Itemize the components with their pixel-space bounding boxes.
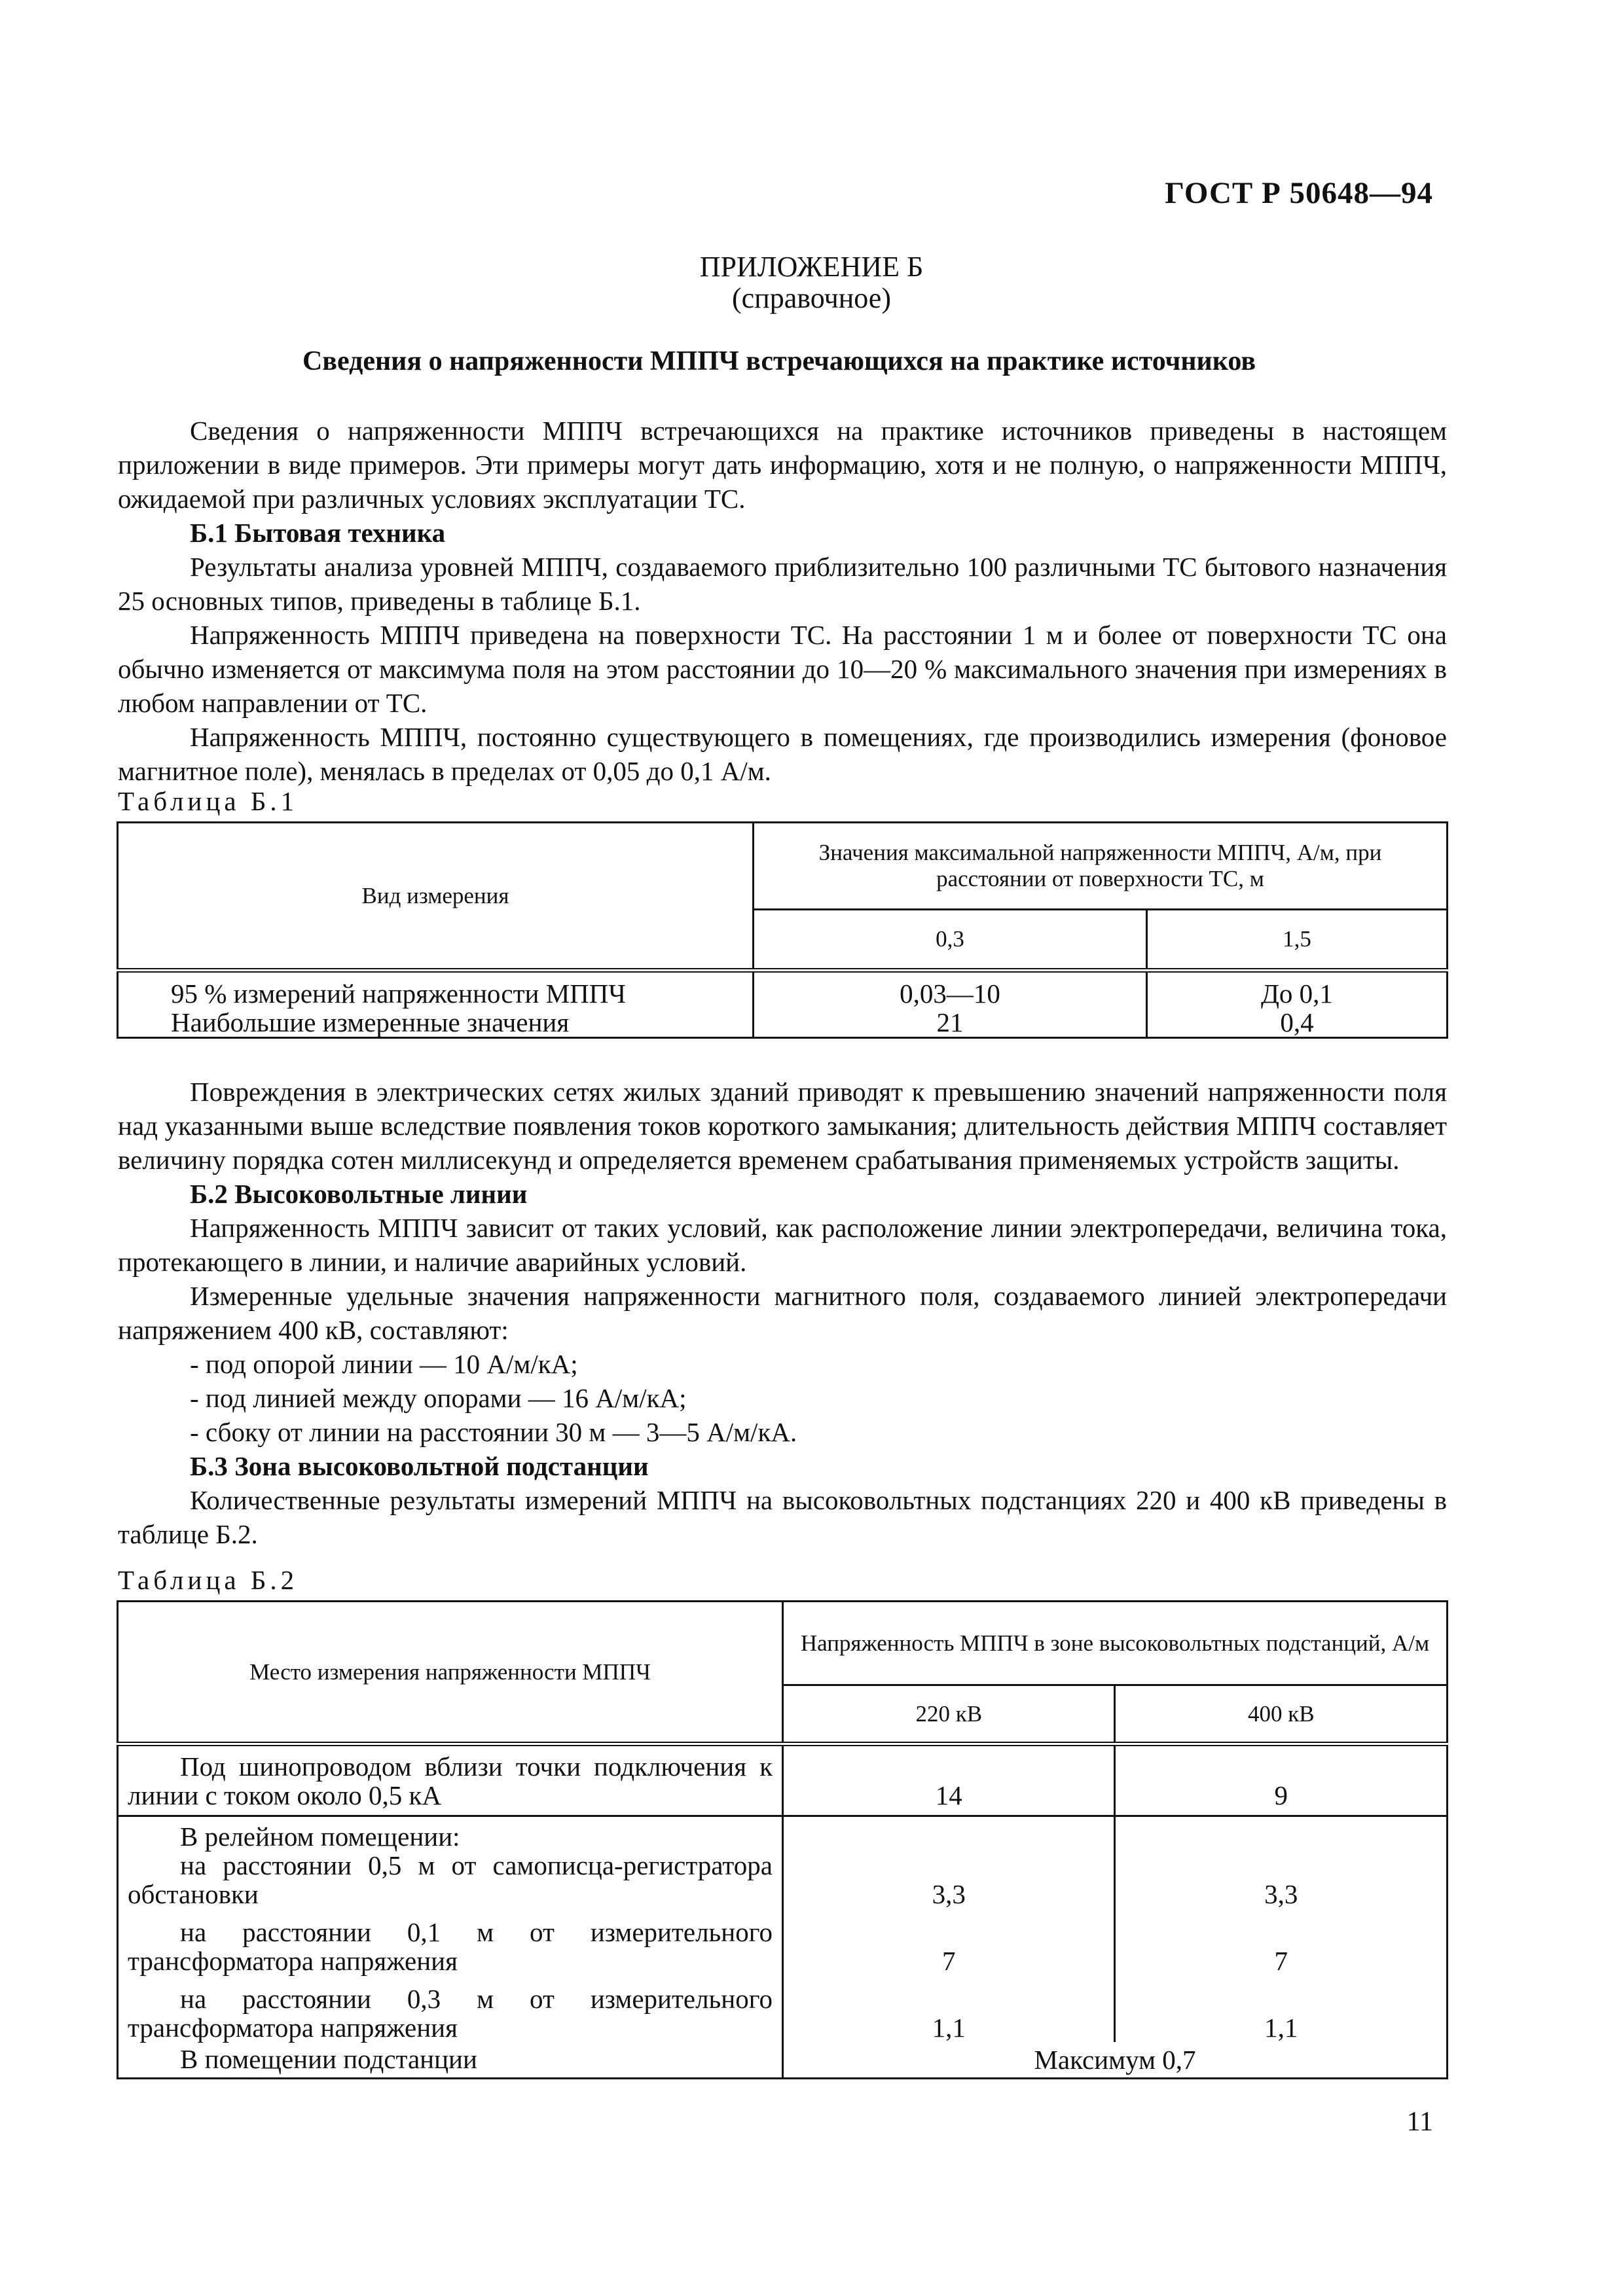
- t2-relay-row3-label: на расстоянии 0,3 м от измерительного трансформатора напряжения: [118, 1975, 783, 2042]
- t2-row1-v1: 14: [783, 1744, 1115, 1816]
- t1-col-1-5-values: [1146, 971, 1447, 1038]
- t2-relay-row1-label: на расстоянии 0,5 м от самописца-регистратора обстановки: [118, 1851, 783, 1909]
- b2-paragraph-2: Измеренные удельные значения напряженности магнитного поля, создаваемого линией электропередачи напряжением 400 кВ, составляют:: [118, 1281, 1447, 1345]
- t1-header-left: Вид измерения: [118, 823, 754, 971]
- b2-list-item-1: - под опорой линии — 10 А/м/кА;: [190, 1349, 578, 1379]
- t2-relay-row3-v1: 1,1: [783, 1975, 1115, 2042]
- b1-paragraph-3: Напряженность МППЧ, постоянно существующего в помещениях, где производились измерения (фоновое магнитное поле), менялась в пределах от 0,05 до 0,1 А/м.: [118, 722, 1447, 786]
- t2-header-left: Место измерения напряженности МППЧ: [118, 1602, 783, 1744]
- section-b1-text: [118, 414, 1447, 788]
- b2-list-item-2: - под линией между опорами — 16 А/м/кА;: [190, 1383, 687, 1413]
- t2-subheader-400: 400 кВ: [1115, 1685, 1448, 1744]
- t1-row2-v2: 0,4: [1280, 1007, 1314, 1037]
- t2-row1-label: Под шинопроводом вблизи точки подключения к линии с током около 0,5 кА: [118, 1744, 783, 1816]
- t2-subheader-220: 220 кВ: [783, 1685, 1115, 1744]
- t1-row2-v1: 21: [936, 1007, 964, 1037]
- t2-row1-v2: 9: [1115, 1744, 1448, 1816]
- b3-heading: Б.3 Зона высоковольтной подстанции: [190, 1451, 649, 1481]
- b1-heading: Б.1 Бытовая техника: [190, 518, 446, 548]
- t1-row2-label: Наибольшие измеренные значения: [171, 1007, 570, 1037]
- t1-labels: [118, 971, 754, 1038]
- appendix-title: ПРИЛОЖЕНИЕ Б: [699, 251, 924, 283]
- t2-relay-row1-v2: 3,3: [1115, 1851, 1448, 1909]
- t1-col-0-3-values: [754, 971, 1147, 1038]
- t1-row1-v2: До 0,1: [1260, 978, 1333, 1009]
- t2-relay-row1-v1: 3,3: [783, 1851, 1115, 1909]
- b1-paragraph-2: Напряженность МППЧ приведена на поверхности ТС. На расстоянии 1 м и более от поверхности ТС она обычно изменяется от максимума поля на этом расстоянии до 10—20 % максимального значения при измерениях в любом направлении от ТС.: [118, 620, 1447, 718]
- t2-last-row-value: Максимум 0,7: [783, 2042, 1448, 2079]
- section-b2-b3-text: [118, 1075, 1447, 1551]
- standard-number: ГОСТ Р 50648—94: [1165, 176, 1433, 210]
- t1-row1-label: 95 % измерений напряженности МППЧ: [171, 978, 627, 1009]
- b2-heading: Б.2 Высоковольтные линии: [190, 1179, 528, 1209]
- t2-relay-title: В релейном помещении:: [118, 1816, 783, 1852]
- b1-paragraph-1: Результаты анализа уровней МППЧ, создаваемого приблизительно 100 различными ТС бытового назначения 25 основных типов, приведены в таблице Б.1.: [118, 552, 1447, 616]
- b2-list-item-3: - сбоку от линии на расстоянии 30 м — 3—5 А/м/кА.: [190, 1417, 797, 1447]
- t2-header-group: Напряженность МППЧ в зоне высоковольтных подстанций, А/м: [783, 1602, 1448, 1685]
- t2-relay-row2-label: на расстоянии 0,1 м от измерительного трансформатора напряжения: [118, 1909, 783, 1975]
- t2-relay-row3-v2: 1,1: [1115, 1975, 1448, 2042]
- t2-relay-row2-v2: 7: [1115, 1909, 1448, 1975]
- t1-subheader-1-5: 1,5: [1146, 910, 1447, 971]
- after-table1-paragraph: Повреждения в электрических сетях жилых зданий приводят к превышению значений напряженности поля над указанными выше вследствие появления токов короткого замыкания; длительность действия МППЧ составляет величину порядка сотен миллисекунд и определяется временем срабатывания применяемых устройств защиты.: [118, 1077, 1447, 1175]
- t2-relay-row2-v1: 7: [783, 1909, 1115, 1975]
- table1-caption: Таблица Б.1: [118, 786, 299, 816]
- t1-header-group: Значения максимальной напряженности МППЧ, А/м, при расстоянии от поверхности ТС, м: [754, 823, 1448, 910]
- intro-paragraph: Сведения о напряженности МППЧ встречающихся на практике источников приведены в настоящем приложении в виде примеров. Эти примеры могут дать информацию, хотя и не полную, о напряженности МППЧ, ожидаемой при различных условиях эксплуатации ТС.: [118, 416, 1447, 514]
- document-title: Сведения о напряженности МППЧ встречающихся на практике источников: [302, 346, 1256, 376]
- table-b2: [117, 1600, 1448, 2079]
- table2-caption: Таблица Б.2: [118, 1565, 299, 1595]
- b3-paragraph-1: Количественные результаты измерений МППЧ на высоковольтных подстанциях 220 и 400 кВ приведены в таблице Б.2.: [118, 1485, 1447, 1549]
- table-b1: [117, 821, 1448, 1039]
- t2-last-row-label: В помещении подстанции: [118, 2042, 783, 2079]
- appendix-kind: (справочное): [732, 282, 891, 314]
- b2-paragraph-1: Напряженность МППЧ зависит от таких условий, как расположение линии электропередачи, величина тока, протекающего в линии, и наличие аварийных условий.: [118, 1213, 1447, 1277]
- t1-subheader-0-3: 0,3: [754, 910, 1147, 971]
- page-number: 11: [1406, 2107, 1433, 2137]
- t1-row1-v1: 0,03—10: [900, 978, 1000, 1009]
